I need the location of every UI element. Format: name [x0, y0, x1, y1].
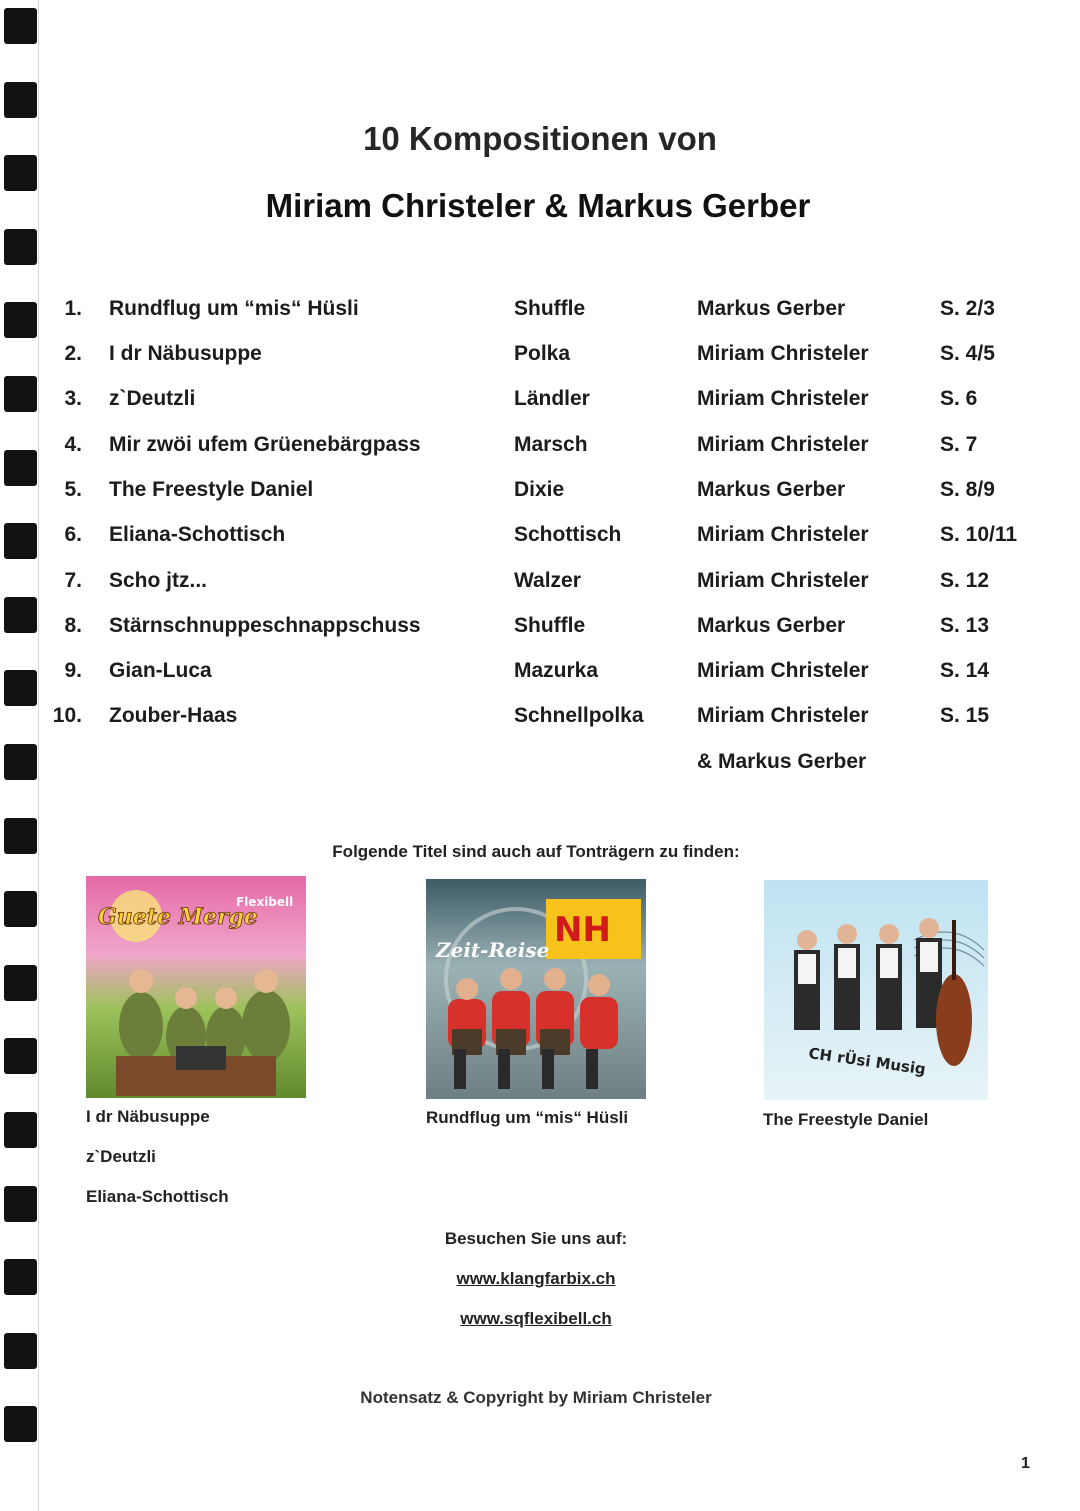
toc-composer: Miriam Christeler [697, 523, 869, 546]
toc-number: 8. [64, 614, 82, 637]
toc-composer: Miriam Christeler [697, 569, 869, 592]
cover-artist: Flexibell [236, 895, 294, 909]
binding-ring [4, 155, 37, 191]
binding-ring [4, 1186, 37, 1222]
album-caption: z`Deutzli [86, 1147, 156, 1166]
toc-composer: Miriam Christeler [697, 704, 869, 727]
album-caption: Eliana-Schottisch [86, 1187, 229, 1206]
toc-style: Shuffle [514, 614, 586, 637]
toc-style: Shuffle [514, 297, 586, 320]
toc-composer: Markus Gerber [697, 297, 846, 320]
toc-style: Mazurka [514, 659, 599, 682]
toc-row [0, 387, 1080, 417]
album-caption: I dr Näbusuppe [86, 1107, 210, 1126]
toc-page: S. 2/3 [940, 297, 995, 320]
cover-title: Guete Merge [98, 904, 258, 930]
visit-label: Besuchen Sie uns auf: [444, 1229, 628, 1248]
toc-page: S. 4/5 [940, 342, 995, 365]
toc-title: Stärnschnuppeschnappschuss [109, 614, 421, 637]
toc-number: 4. [64, 433, 82, 456]
website-link[interactable]: www.sqflexibell.ch [460, 1309, 612, 1328]
toc-style: Marsch [514, 433, 588, 456]
toc-row [0, 297, 1080, 327]
toc-style: Schnellpolka [514, 704, 644, 727]
binding-ring [4, 229, 37, 265]
recordings-heading: Folgende Titel sind auch auf Tonträgern zu finden: [332, 842, 740, 861]
toc-title: Zouber-Haas [109, 704, 238, 727]
binding-ring [4, 1406, 37, 1442]
toc-title: The Freestyle Daniel [109, 478, 314, 501]
toc-page: S. 8/9 [940, 478, 995, 501]
toc-title: Gian-Luca [109, 659, 212, 682]
toc-row [0, 342, 1080, 372]
page-subtitle: Miriam Christeler & Markus Gerber [265, 187, 811, 224]
toc-row [0, 433, 1080, 463]
toc-row [0, 750, 1080, 780]
toc-title: z`Deutzli [109, 387, 196, 410]
toc-title: I dr Näbusuppe [109, 342, 262, 365]
album-cover-guete-merge [86, 876, 306, 1098]
page-number: 1 [1021, 1455, 1030, 1472]
toc-row [0, 569, 1080, 599]
toc-page: S. 6 [940, 387, 978, 410]
toc-composer: Markus Gerber [697, 478, 846, 501]
toc-composer: Markus Gerber [697, 614, 846, 637]
toc-style: Walzer [514, 569, 581, 592]
toc-composer: & Markus Gerber [697, 750, 867, 773]
copyright-note: Notensatz & Copyright by Miriam Christeler [360, 1388, 712, 1407]
toc-row [0, 523, 1080, 553]
binding-ring [4, 965, 37, 1001]
toc-style: Schottisch [514, 523, 622, 546]
album-cover-chrusi-musig [764, 880, 988, 1100]
binding-ring [4, 1038, 37, 1074]
cover-artist: NH [554, 910, 611, 950]
toc-number: 3. [64, 387, 82, 410]
binding-ring [4, 1112, 37, 1148]
toc-page: S. 10/11 [940, 523, 1018, 546]
binding-ring [4, 891, 37, 927]
toc-page: S. 12 [940, 569, 990, 592]
toc-title: Mir zwöi ufem Grüenebärgpass [109, 433, 421, 456]
binding-ring [4, 1333, 37, 1369]
toc-page: S. 15 [940, 704, 990, 727]
toc-style: Dixie [514, 478, 565, 501]
cover-title: Zeit-Reise [436, 938, 550, 962]
album-caption: Rundflug um “mis“ Hüsli [426, 1108, 629, 1127]
toc-title: Rundflug um “mis“ Hüsli [109, 297, 359, 320]
toc-composer: Miriam Christeler [697, 433, 869, 456]
toc-title: Scho jtz... [109, 569, 208, 592]
toc-title: Eliana-Schottisch [109, 523, 286, 546]
toc-style: Ländler [514, 387, 590, 410]
toc-style: Polka [514, 342, 571, 365]
toc-row [0, 614, 1080, 644]
toc-number: 6. [64, 523, 82, 546]
toc-composer: Miriam Christeler [697, 387, 869, 410]
toc-composer: Miriam Christeler [697, 342, 869, 365]
website-link[interactable]: www.klangfarbix.ch [456, 1269, 616, 1288]
toc-row [0, 659, 1080, 689]
toc-page: S. 7 [940, 433, 978, 456]
toc-row [0, 478, 1080, 508]
toc-composer: Miriam Christeler [697, 659, 869, 682]
toc-page: S. 14 [940, 659, 990, 682]
binding-ring [4, 8, 37, 44]
toc-row [0, 704, 1080, 734]
toc-number: 5. [64, 478, 82, 501]
album-caption: The Freestyle Daniel [763, 1110, 929, 1129]
cover-artist: CH rÜsi Musig [807, 1044, 927, 1079]
album-cover-zeit-reise [426, 879, 646, 1099]
page-title: 10 Kompositionen von [363, 120, 717, 157]
toc-number: 1. [64, 297, 82, 320]
toc-page: S. 13 [940, 614, 990, 637]
toc-number: 2. [64, 342, 82, 365]
toc-number: 9. [64, 659, 82, 682]
toc-number: 7. [64, 569, 82, 592]
binding-ring [4, 82, 37, 118]
toc-number: 10. [52, 704, 82, 727]
